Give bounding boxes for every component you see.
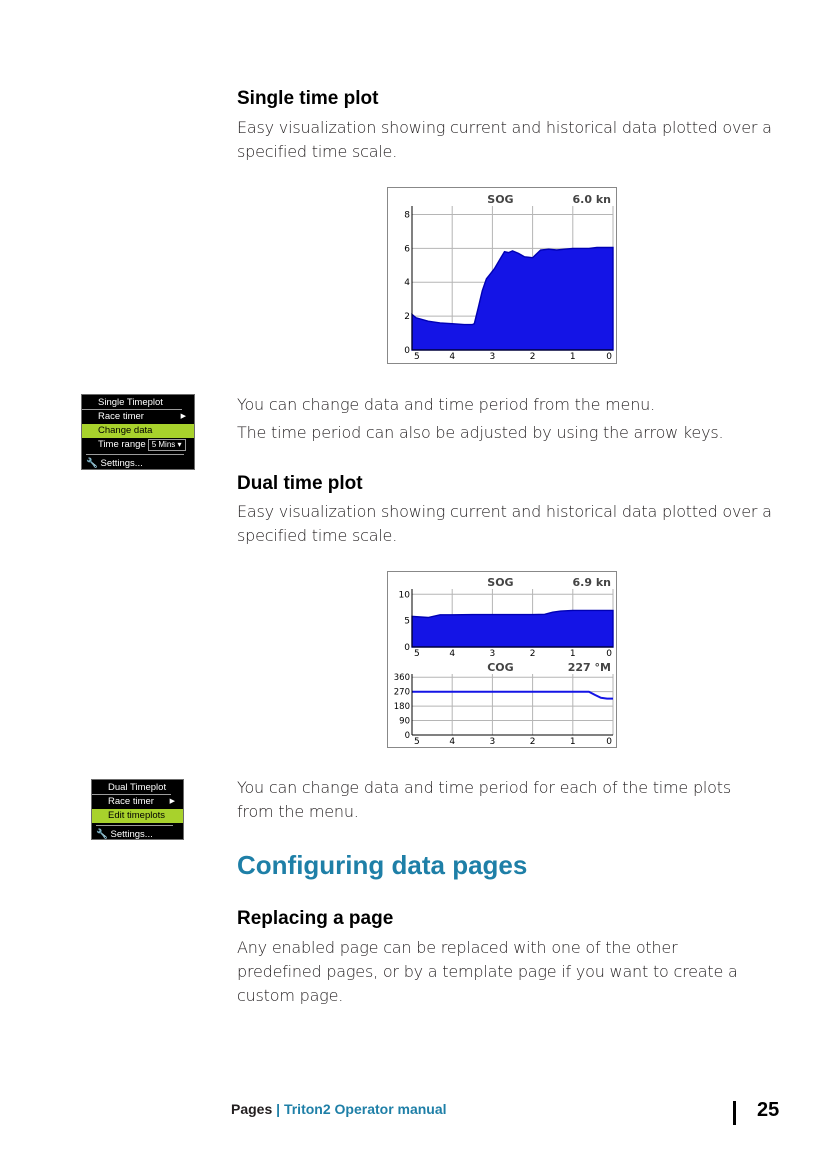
chapter-heading-configuring-data-pages: Configuring data pages (237, 850, 528, 880)
wrench-icon: 🔧 (96, 829, 108, 840)
menu-item-settings[interactable] (82, 457, 194, 471)
y-tick-label: 180 (393, 702, 410, 713)
note-line-2: The time period can also be adjusted by using the arrow keys. (237, 423, 724, 442)
y-tick-label: 90 (399, 716, 410, 727)
menu-item-race-timer[interactable] (92, 795, 183, 809)
x-tick-label: 1 (569, 352, 576, 362)
x-tick-label: 4 (449, 352, 456, 362)
section-heading-dual-time-plot: Dual time plot (237, 473, 363, 494)
chart-value-label: 227 °M (567, 661, 611, 674)
section-heading-single-time-plot: Single time plot (237, 88, 379, 109)
menu-item-label: Race timer (108, 796, 154, 807)
page-number: 25 (757, 1099, 780, 1121)
dual-timeplot-menu (91, 779, 184, 840)
x-tick-label: 4 (449, 737, 456, 747)
menu-item-settings[interactable] (92, 828, 183, 842)
x-tick-label: 5 (414, 352, 420, 362)
sog-area-series (412, 610, 613, 647)
chart-frame (388, 572, 617, 748)
menu-item-change-data[interactable] (82, 424, 194, 438)
y-tick-label: 0 (404, 346, 410, 356)
paragraph-line-3: custom page. (237, 986, 344, 1005)
x-tick-label: 1 (569, 649, 576, 659)
sog-cog-chart-svg (387, 571, 617, 748)
footer-divider-bar (733, 1101, 736, 1125)
menu-item-label: Settings... (100, 458, 143, 469)
submenu-arrow-icon: ▶ (180, 413, 186, 420)
footer-separator: | (272, 1101, 284, 1117)
chart-title: SOG (487, 576, 514, 589)
y-tick-label: 2 (404, 312, 410, 323)
note-line-1: You can change data and time period for each of the time plots (237, 778, 731, 797)
section-description-line-2: specified time scale. (237, 142, 398, 161)
menu-divider (86, 454, 184, 455)
menu-title: Dual Timeplot (92, 780, 171, 795)
y-tick-label: 0 (404, 643, 410, 653)
x-tick-label: 5 (414, 649, 420, 659)
chart-title: SOG (487, 193, 514, 206)
menu-title: Single Timeplot (82, 395, 182, 410)
x-tick-label: 0 (606, 352, 612, 362)
submenu-arrow-icon: ▶ (169, 798, 175, 805)
y-tick-label: 360 (393, 673, 410, 684)
menu-item-label: Time range (98, 439, 146, 450)
chart-value-label: 6.9 kn (572, 576, 611, 589)
x-tick-label: 2 (529, 737, 536, 747)
menu-item-label: Race timer (98, 411, 144, 422)
menu-item-label: Edit timeplots (108, 810, 166, 821)
dual-timeplot-chart (387, 571, 617, 748)
single-timeplot-menu (81, 394, 195, 470)
paragraph-line-1: Any enabled page can be replaced with one of the other (237, 938, 678, 957)
footer-manual-name: Triton2 Operator manual (283, 1101, 447, 1117)
y-tick-label: 0 (404, 731, 410, 741)
dropdown-value: 5 Mins (151, 440, 176, 449)
chart-value-label: 6.0 kn (572, 193, 611, 206)
x-tick-label: 5 (414, 737, 420, 747)
x-tick-label: 3 (489, 737, 496, 747)
y-tick-label: 6 (404, 244, 410, 255)
x-tick-label: 2 (529, 649, 536, 659)
menu-divider (96, 825, 173, 826)
menu-item-edit-timeplots[interactable] (92, 809, 183, 823)
section-description-line-1: Easy visualization showing current and historical data plotted over a (237, 502, 772, 521)
menu-item-label: Change data (98, 425, 153, 436)
wrench-icon: 🔧 (86, 458, 98, 469)
y-tick-label: 270 (393, 687, 410, 698)
x-tick-label: 2 (529, 352, 536, 362)
y-tick-label: 8 (404, 210, 410, 221)
x-tick-label: 0 (606, 649, 612, 659)
footer-chapter-title (231, 1101, 447, 1117)
note-line-2: from the menu. (237, 802, 359, 821)
x-tick-label: 3 (489, 352, 496, 362)
x-tick-label: 0 (606, 737, 612, 747)
section-description-line-1: Easy visualization showing current and historical data plotted over a (237, 118, 772, 137)
footer-chapter: Pages (231, 1101, 273, 1117)
single-timeplot-chart (387, 187, 617, 364)
menu-item-time-range[interactable] (82, 438, 194, 452)
note-line-1: You can change data and time period from the menu. (237, 395, 655, 414)
y-tick-label: 5 (404, 616, 410, 627)
y-tick-label: 10 (398, 590, 410, 601)
sog-chart-svg (387, 187, 617, 364)
x-tick-label: 3 (489, 649, 496, 659)
menu-item-label: Settings... (110, 829, 153, 840)
y-tick-label: 4 (404, 278, 410, 289)
x-tick-label: 1 (569, 737, 576, 747)
section-description-line-2: specified time scale. (237, 526, 398, 545)
chart-title: COG (487, 661, 514, 674)
menu-item-race-timer[interactable] (82, 410, 194, 424)
paragraph-line-2: predefined pages, or by a template page if you want to create a (237, 962, 738, 981)
x-tick-label: 4 (449, 649, 456, 659)
section-heading-replacing-a-page: Replacing a page (237, 908, 394, 929)
time-range-dropdown[interactable]: 5 Mins ▾ (148, 439, 186, 451)
